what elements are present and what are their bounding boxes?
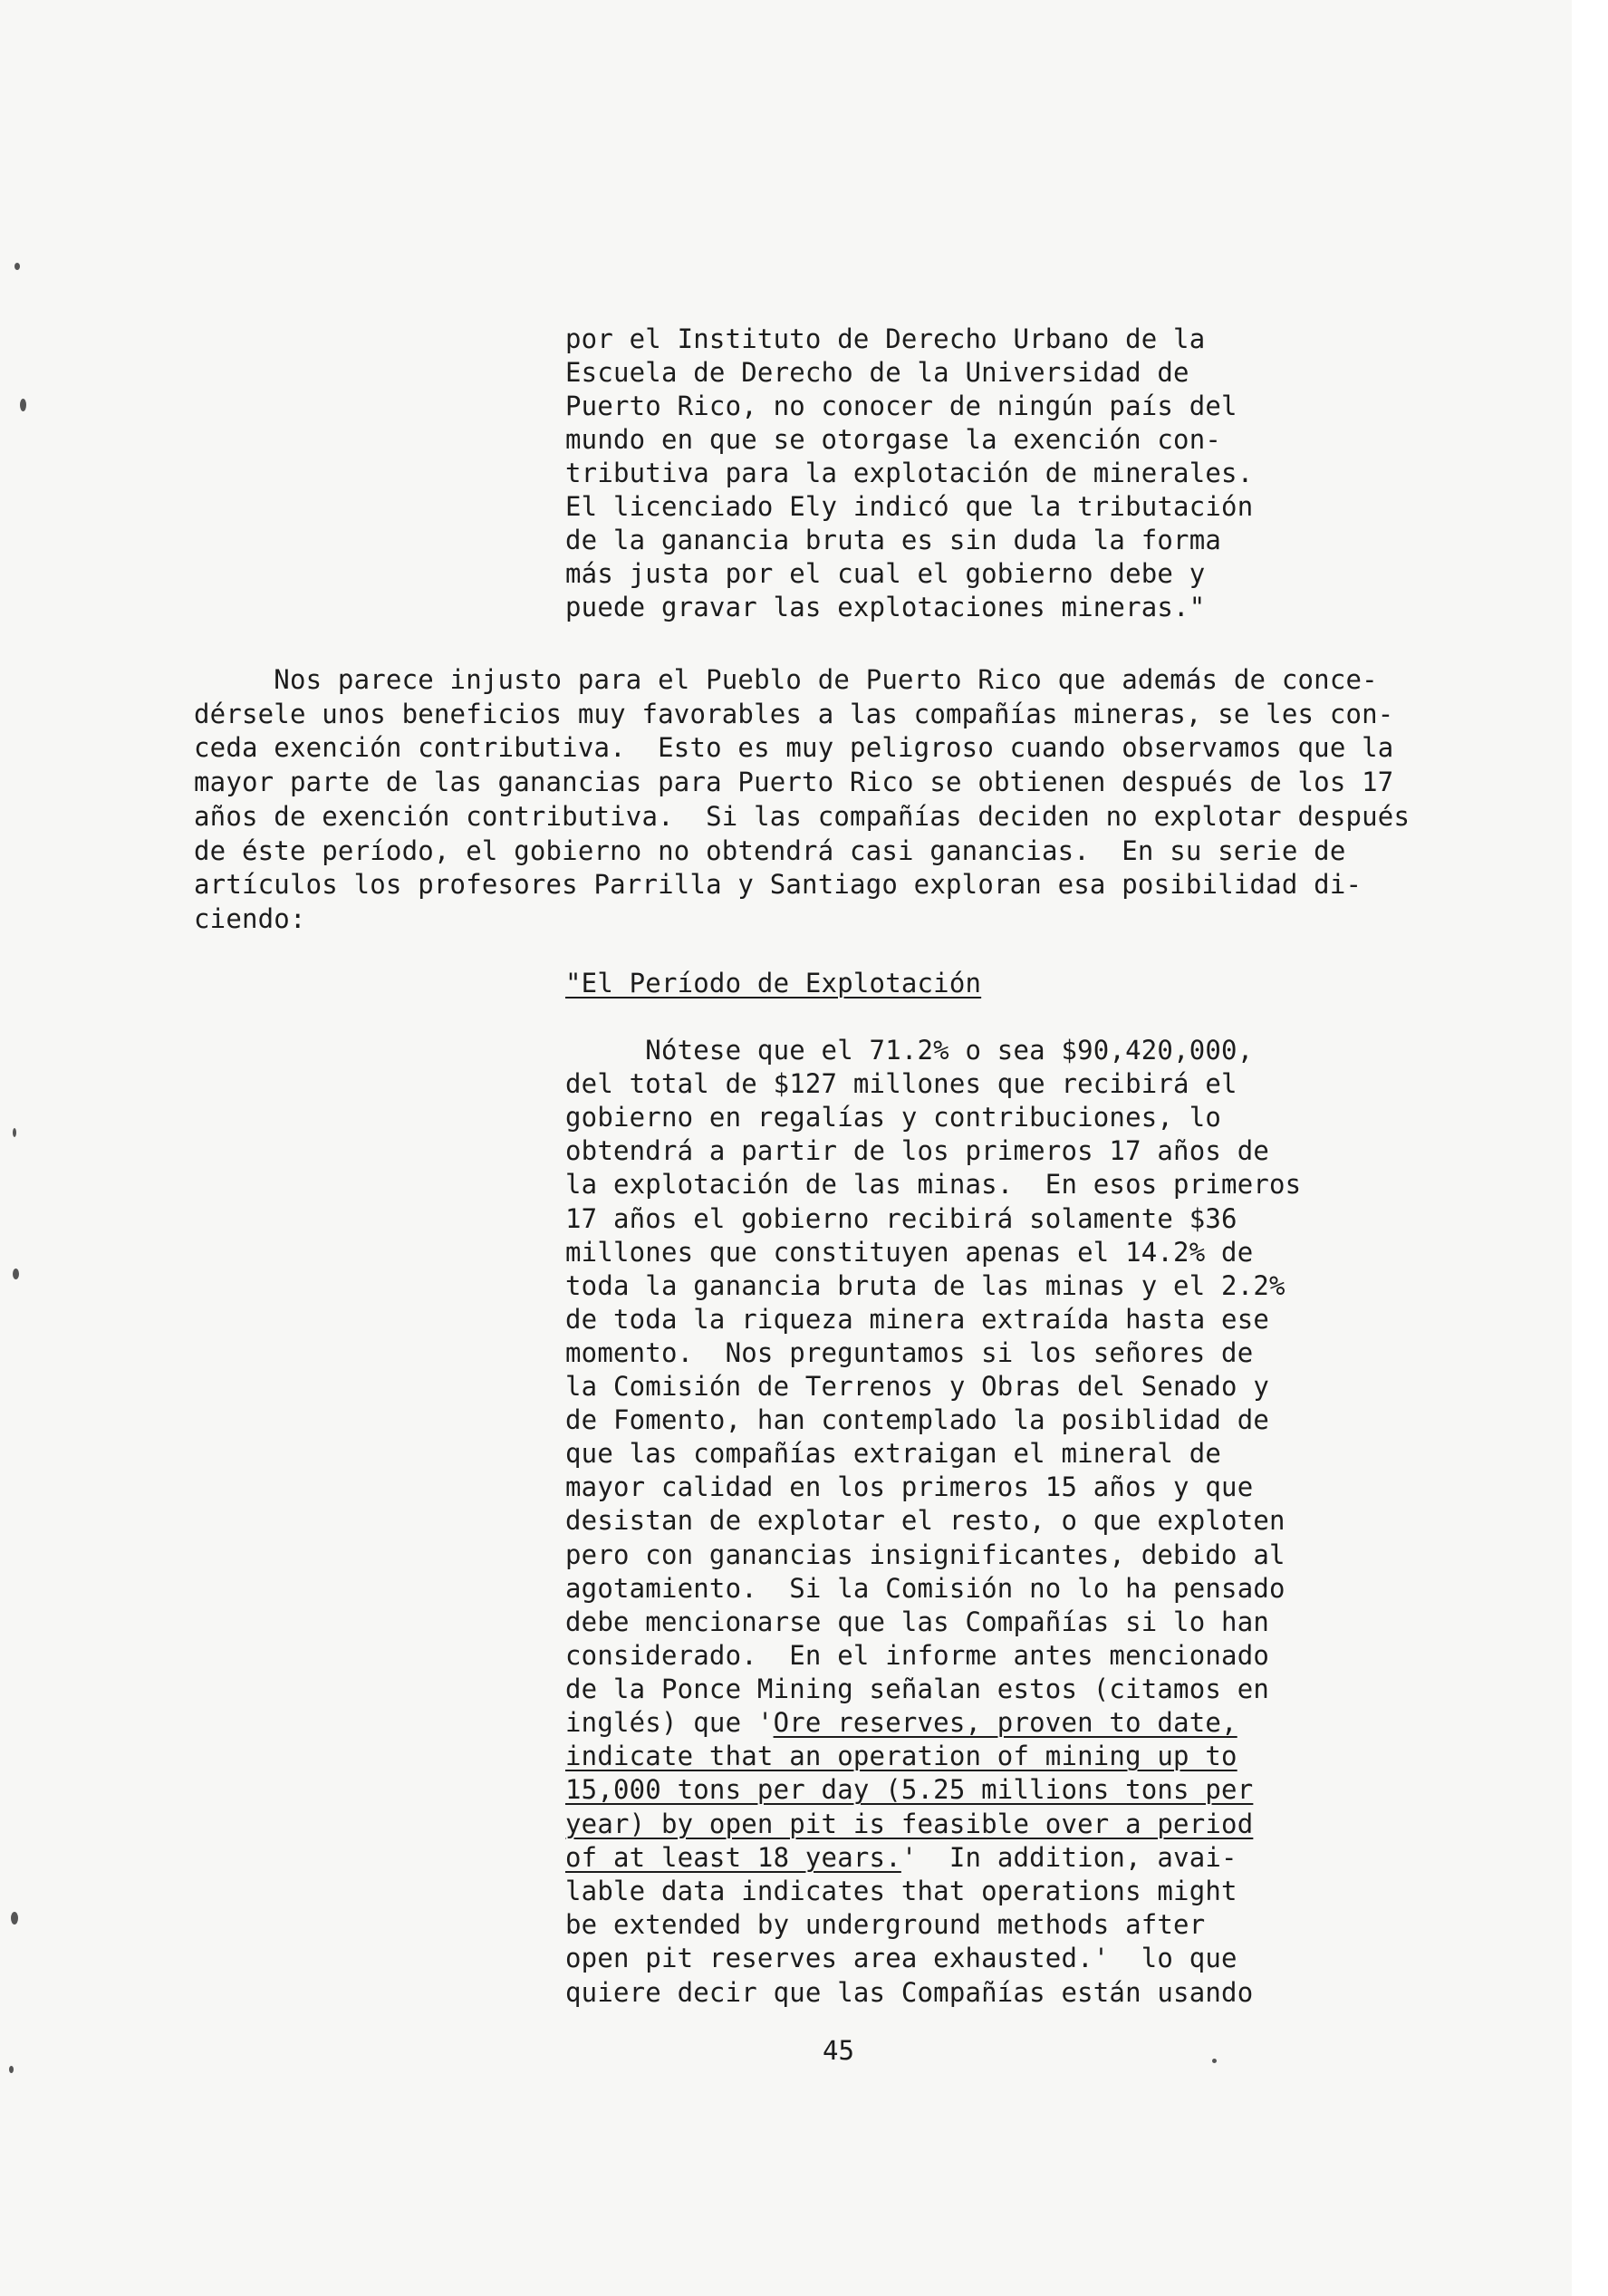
text-line: obtendrá a partir de los primeros 17 años de (565, 1135, 1270, 1167)
text-line: de éste período, el gobierno no obtendrá casi ganancias. En su serie de (194, 834, 1346, 866)
citation-underlined-text: 15,000 tons per day (5.25 millions tons per (565, 1774, 1254, 1806)
text-line: Nos parece injusto para el Pueblo de Puerto Rico que además de conce- (194, 664, 1378, 695)
text-line: lable data indicates that operations might (565, 1876, 1237, 1906)
text-line: artículos los profesores Parrilla y Santiago exploran esa posibilidad di- (194, 869, 1362, 901)
text-line: pero con ganancias insignificantes, debido al (565, 1539, 1285, 1570)
scan-edge (1572, 0, 1608, 2296)
text-line: Nótese que el 71.2% o sea $90,420,000, (565, 1035, 1254, 1066)
text-line: del total de $127 millones que recibirá el (565, 1068, 1237, 1100)
text-line: de Fomento, han contemplado la posiblidad de (565, 1404, 1270, 1436)
text-line: El licenciado Ely indicó que la tributación (565, 491, 1254, 522)
citation-line (565, 1773, 1253, 1807)
text-line: puede gravar las explotaciones mineras." (565, 592, 1206, 622)
text-line: la explotación de las minas. En esos primeros (565, 1169, 1302, 1201)
page-number: 45 (823, 2035, 854, 2066)
citation-plain-text: inglés) que ' (565, 1707, 774, 1738)
text-line: gobierno en regalías y contribuciones, lo (565, 1102, 1222, 1134)
section-heading: "El Período de Explotación (565, 968, 982, 998)
text-line: agotamiento. Si la Comisión no lo ha pensado (565, 1572, 1285, 1604)
text-line: open pit reserves area exhausted.' lo que (565, 1943, 1237, 1974)
scan-speck (20, 399, 26, 411)
text-line: que las compañías extraigan el mineral de (565, 1438, 1222, 1470)
text-line: desistan de explotar el resto, o que exploten (565, 1505, 1285, 1537)
citation-line (565, 1706, 1237, 1740)
text-line: la Comisión de Terrenos y Obras del Senado y (565, 1371, 1270, 1402)
text-line: dérsele unos beneficios muy favorables a las compañías mineras, se les con- (194, 698, 1394, 729)
citation-underlined-text: of at least 18 years. (565, 1841, 901, 1873)
citation-plain-text: ' In addition, avai- (900, 1841, 1237, 1873)
citation-line (565, 1740, 1237, 1773)
citation-line (565, 1841, 1237, 1875)
text-line: más justa por el cual el gobierno debe y (565, 558, 1206, 589)
text-line: mundo en que se otorgase la exención con- (565, 424, 1222, 455)
text-line: de toda la riqueza minera extraída hasta ese (565, 1303, 1270, 1335)
text-line: por el Instituto de Derecho Urbano de la (565, 323, 1206, 354)
citation-underlined-text: Ore reserves, proven to date, (773, 1707, 1237, 1738)
scan-speck (13, 1128, 16, 1137)
text-line: años de exención contributiva. Si las compañías deciden no explotar después (194, 800, 1411, 832)
text-line: considerado. En el informe antes mencionado (565, 1639, 1270, 1671)
text-line: millones que constituyen apenas el 14.2% de (565, 1236, 1254, 1268)
text-line: debe mencionarse que las Compañías si lo han (565, 1606, 1270, 1637)
text-line: de la ganancia bruta es sin duda la forma (565, 525, 1222, 555)
scan-speck (9, 2066, 14, 2073)
text-line: de la Ponce Mining señalan estos (citamos en (565, 1673, 1270, 1704)
text-line: toda la ganancia bruta de las minas y el 2.2% (565, 1269, 1285, 1301)
citation-underlined-text: indicate that an operation of mining up to (565, 1741, 1237, 1772)
text-line: mayor calidad en los primeros 15 años y que (565, 1471, 1254, 1503)
text-line: Escuela de Derecho de la Universidad de (565, 357, 1189, 388)
text-line: tributiva para la explotación de minerales. (565, 458, 1254, 488)
text-line: quiere decir que las Compañías están usando (565, 1976, 1254, 2008)
scan-speck (1212, 2059, 1217, 2063)
text-line: be extended by underground methods after (565, 1909, 1206, 1941)
scan-speck (13, 1269, 19, 1279)
text-line: momento. Nos preguntamos si los señores de (565, 1336, 1254, 1368)
text-line: mayor parte de las ganancias para Puerto Rico se obtienen después de los 17 (194, 767, 1394, 798)
scan-speck (11, 1912, 18, 1925)
text-line: ceda exención contributiva. Esto es muy peligroso cuando observamos que la (194, 732, 1394, 764)
scan-speck (14, 263, 20, 270)
citation-line (565, 1808, 1253, 1841)
text-line: 17 años el gobierno recibirá solamente $36 (565, 1202, 1237, 1234)
text-line: Puerto Rico, no conocer de ningún país del (565, 391, 1237, 421)
text-line: ciendo: (194, 902, 306, 934)
citation-underlined-text: year) by open pit is feasible over a period (565, 1808, 1254, 1839)
